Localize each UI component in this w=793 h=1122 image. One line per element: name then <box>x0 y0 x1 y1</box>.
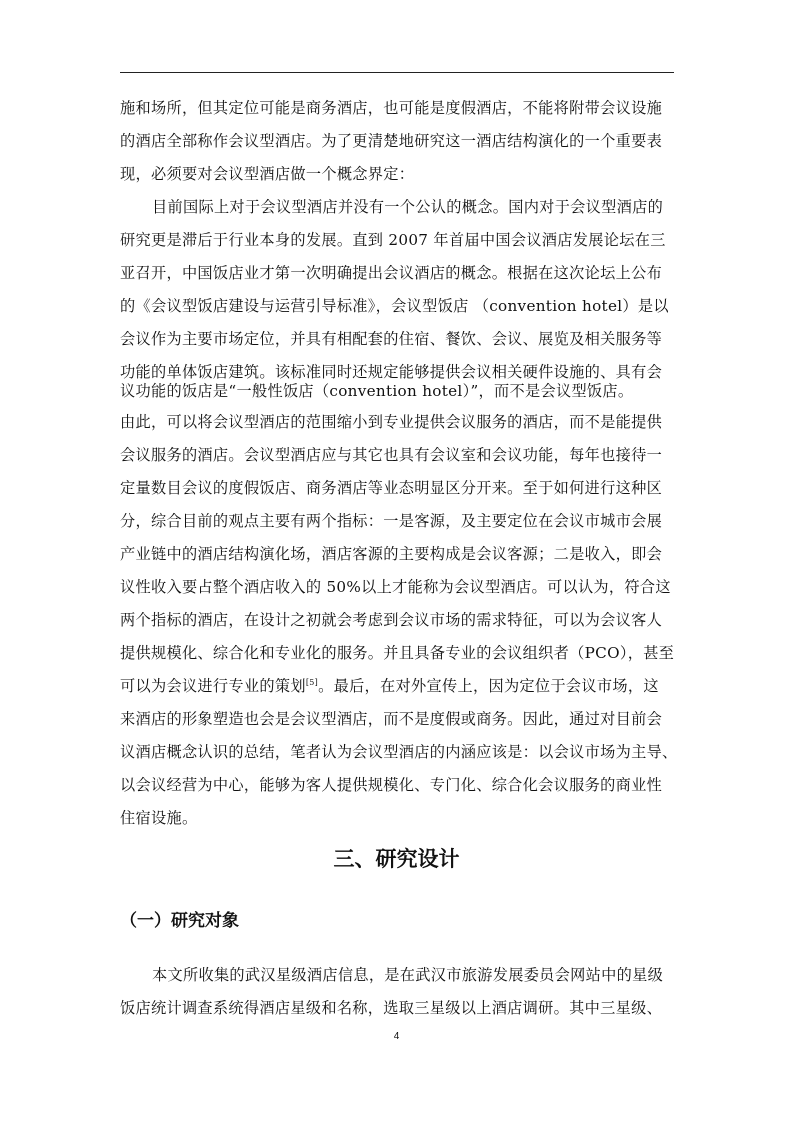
body-line: 议酒店概念认识的总结，笔者认为会议型酒店的内涵应该是：以会议市场为主导、 <box>120 743 678 761</box>
body-line: 研究更是滞后于行业本身的发展。直到 2007 年首届中国会议酒店发展论坛在三 <box>120 231 666 249</box>
body-line: 功能的单体饭店建筑。该标准同时还规定能够提供会议相关硬件设施的、具有会 <box>120 363 663 381</box>
page-number: 4 <box>393 1031 400 1042</box>
body-line: 的《会议型饭店建设与运营引导标准》，会议型饭店 （convention hotel）是以 <box>120 297 669 315</box>
section-heading: 三、研究设计 <box>333 847 460 871</box>
body-line <box>120 676 674 696</box>
body-line: 的酒店全部称作会议型酒店。为了更清楚地研究这一酒店结构演化的一个重要表 <box>120 132 663 150</box>
body-line: 来酒店的形象塑造也会是会议型酒店，而不是度假或商务。因此，通过对目前会 <box>120 710 663 728</box>
body-line: 本文所收集的武汉星级酒店信息，是在武汉市旅游发展委员会网站中的星级 <box>152 966 664 984</box>
subsection-heading: （一）研究对象 <box>120 911 239 931</box>
body-line: 饭店统计调查系统得酒店星级和名称，选取三星级以上酒店调研。其中三星级、 <box>120 999 663 1017</box>
body-text: 可以为会议进行专业的策划 <box>120 677 306 695</box>
header-rule <box>120 72 674 73</box>
body-line: 产业链中的酒店结构演化场，酒店客源的主要构成是会议客源；二是收入，即会 <box>120 545 663 563</box>
body-line: 现，必须要对会议型酒店做一个概念界定： <box>120 165 415 183</box>
body-line: 分，综合目前的观点主要有两个指标：一是客源，及主要定位在会议市城市会展 <box>120 512 663 530</box>
body-line: 施和场所，但其定位可能是商务酒店，也可能是度假酒店，不能将附带会议设施 <box>120 99 663 117</box>
body-line: 两个指标的酒店，在设计之初就会考虑到会议市场的需求特征，可以为会议客人 <box>120 611 663 629</box>
body-line: 定量数目会议的度假饭店、商务酒店等业态明显区分开来。至于如何进行这种区 <box>120 479 663 497</box>
body-line: 由此，可以将会议型酒店的范围缩小到专业提供会议服务的酒店，而不是能提供 <box>120 413 663 431</box>
body-line: 提供规模化、综合化和专业化的服务。并且具备专业的会议组织者（PCO），甚至 <box>120 644 675 662</box>
body-line: 目前国际上对于会议型酒店并没有一个公认的概念。国内对于会议型酒店的 <box>152 198 664 216</box>
body-line: 以会议经营为中心，能够为客人提供规模化、专门化、综合化会议服务的商业性 <box>120 776 663 794</box>
body-text: 。最后，在对外宣传上，因为定位于会议市场，这 <box>318 677 659 695</box>
body-line: 议性收入要占整个酒店收入的 50%以上才能称为会议型酒店。可以认为，符合这 <box>120 578 671 596</box>
body-line: 议功能的饭店是“一般性饭店（convention hotel）”，而不是会议型饭店。 <box>120 382 634 400</box>
citation-marker: [5] <box>305 677 319 687</box>
body-line: 亚召开，中国饭店业才第一次明确提出会议酒店的概念。根据在这次论坛上公布 <box>120 264 663 282</box>
body-line: 会议作为主要市场定位，并具有相配套的住宿、餐饮、会议、展览及相关服务等 <box>120 330 663 348</box>
body-line: 会议服务的酒店。会议型酒店应与其它也具有会议室和会议功能，每年也接待一 <box>120 446 663 464</box>
body-line: 住宿设施。 <box>120 809 198 827</box>
